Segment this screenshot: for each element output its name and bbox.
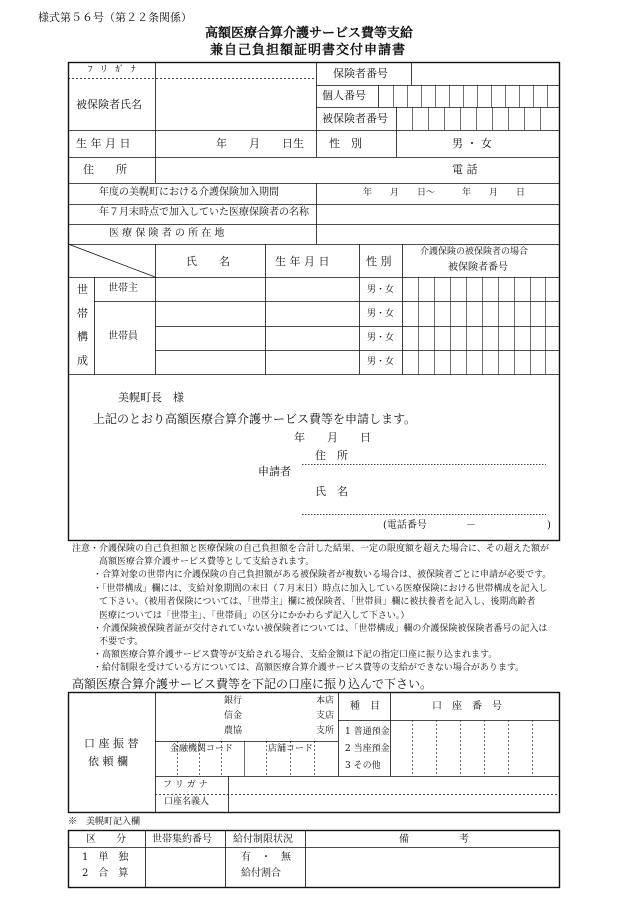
branch-code-label: 店舗コード — [268, 744, 314, 754]
phone-number-open: (電話番号 — [383, 520, 427, 531]
col-remarks: 備 考 — [399, 834, 469, 845]
note-line: 注意・介護保険の自己負担額と医療保険の自己負担額を合計した結果、一定の限度額を超えた場合に、その超えた額が — [72, 544, 550, 554]
note-line: ・「世帯構成」欄には、支給対象期間の末日（７月末日）時点に加入している医療保険における世帯構成を記入し — [93, 584, 548, 594]
application-date: 年 月 日 — [294, 431, 371, 444]
medical-insurer-address-label: 医 療 保 険 者 の 所 在 地 — [109, 228, 225, 239]
holder-name-label: 口座名義人 — [164, 797, 210, 807]
col-birth-header: 生 年 月 日 — [275, 255, 330, 268]
insured-name-label: 被保険者氏名 — [76, 98, 142, 111]
applicant-label: 申請者 — [258, 465, 291, 478]
household-side-char: 成 — [77, 354, 88, 367]
phone-number-dash: － — [466, 520, 476, 531]
bank-type-bank: 銀行 — [224, 696, 243, 706]
address-label: 住 所 — [83, 163, 127, 176]
institution-code-label: 金融機関コード — [170, 744, 234, 754]
office-branch: 支店 — [316, 711, 335, 721]
note-line: 医療については「世帯主」、「世帯員」の区分にかかわらず記入して下さい。） — [99, 611, 410, 621]
household-member-label: 世帯員 — [108, 331, 138, 342]
office-head: 本店 — [316, 696, 335, 706]
note-line: ・高額医療合算介護サービス費等が支給される場合、支給金額は下記の指定口座に振り込まれます。 — [93, 650, 498, 660]
holder-furigana-label: フ リ ガ ナ — [163, 780, 208, 790]
transfer-label-1: 口 座 振 替 — [84, 737, 139, 750]
applicant-address-label: 住 所 — [315, 449, 348, 462]
birthdate-value: 年 月 日生 — [216, 137, 304, 150]
household-head-label: 世帯主 — [108, 283, 138, 294]
col-number-header-2: 被保険者番号 — [448, 262, 508, 273]
transfer-label-2: 依 頼 欄 — [88, 755, 128, 768]
note-line: ・給付制限を受けている方については、高額医療合算介護サービス費等の支給ができない場合があります。 — [93, 663, 525, 673]
form-title-line2: 兼自己負担額証明書交付申請書 — [210, 43, 407, 58]
medical-insurer-name-label: 年７月末時点で加入していた医療保険者の名称 — [99, 207, 309, 218]
household-side-char: 帯 — [77, 307, 88, 320]
row-sex-option: 男・女 — [367, 333, 395, 343]
col-household-no: 世帯集約番号 — [152, 834, 212, 845]
coverage-period-label: 年度の美幌町における介護保険加入期間 — [99, 187, 279, 198]
personal-number-label: 個人番号 — [322, 89, 366, 102]
account-type-3: 3 その他 — [345, 761, 381, 771]
office-heading: ※ 美幌町記入欄 — [68, 817, 141, 827]
phone-number-close: ) — [547, 520, 551, 531]
household-side-char: 構 — [77, 330, 88, 343]
addressee: 美幌町長 様 — [118, 391, 184, 404]
bank-type-nokyo: 農協 — [224, 726, 243, 736]
office-sub: 支所 — [316, 726, 335, 736]
bank-type-shinkin: 信金 — [224, 711, 243, 721]
note-line: 不要です。 — [99, 637, 144, 647]
row-sex-option: 男・女 — [367, 357, 395, 367]
application-statement: 上記のとおり高額医療合算介護サービス費等を申請します。 — [93, 412, 417, 426]
col-division: 区 分 — [86, 834, 126, 845]
form-number: 様式第５６号（第２２条関係） — [38, 11, 192, 24]
bank-heading: 高額医療合算介護サービス費等を下記の口座に振り込んで下さい。 — [72, 677, 433, 691]
note-line: ・介護保険被保険者証が交付されていない被保険者については、「世帯構成」欄の介護保険被保険者番号の記入は — [93, 624, 548, 634]
restriction-option: 有 ・ 無 — [241, 852, 291, 863]
insured-number-label: 被保険者番号 — [322, 112, 388, 125]
household-side-char: 世 — [77, 283, 88, 296]
col-restriction: 給付制限状況 — [233, 834, 293, 845]
col-number-header-1: 介護保険の被保険者の場合 — [420, 247, 529, 257]
col-name-header: 氏 名 — [186, 255, 230, 268]
note-line: て下さい。（被用者保険については、「世帯主」欄に被保険者、「世帯員」欄に被扶養者を記入し、後期高齢者 — [99, 597, 536, 607]
form-title-line1: 高額医療合算介護サービス費等支給 — [205, 26, 414, 41]
sex-options: 男 ・ 女 — [452, 137, 492, 150]
sex-label: 性 別 — [329, 137, 362, 150]
account-type-label: 種 目 — [350, 701, 380, 712]
phone-label: 電 話 — [452, 163, 478, 176]
account-number-label: 口 座 番 号 — [432, 701, 502, 712]
insurer-number-label: 保険者番号 — [333, 67, 388, 80]
account-type-2: 2 当座預金 — [345, 744, 390, 754]
coverage-period-value: 年 月 日～ 年 月 日 — [363, 188, 526, 198]
account-type-1: 1 普通預金 — [345, 727, 390, 737]
note-line: ・合算対象の世帯内に介護保険の自己負担額がある被保険者が複数いる場合は、被保険者ごとに申請が必要です。 — [93, 570, 552, 580]
division-option-2: 2 合 算 — [82, 868, 129, 879]
note-line: 高額医療合算介護サービス費等として支給されます。 — [99, 557, 315, 567]
benefit-ratio-label: 給付割合 — [241, 868, 281, 879]
row-sex-option: 男・女 — [367, 309, 395, 319]
birthdate-label: 生 年 月 日 — [76, 137, 131, 150]
col-sex-header: 性 別 — [366, 255, 392, 268]
row-sex-option: 男・女 — [367, 285, 395, 295]
division-option-1: 1 単 独 — [82, 852, 129, 863]
furigana-label: ﾌ リ ｶﾞ ﾅ — [88, 65, 138, 75]
applicant-name-label: 氏 名 — [315, 485, 348, 498]
